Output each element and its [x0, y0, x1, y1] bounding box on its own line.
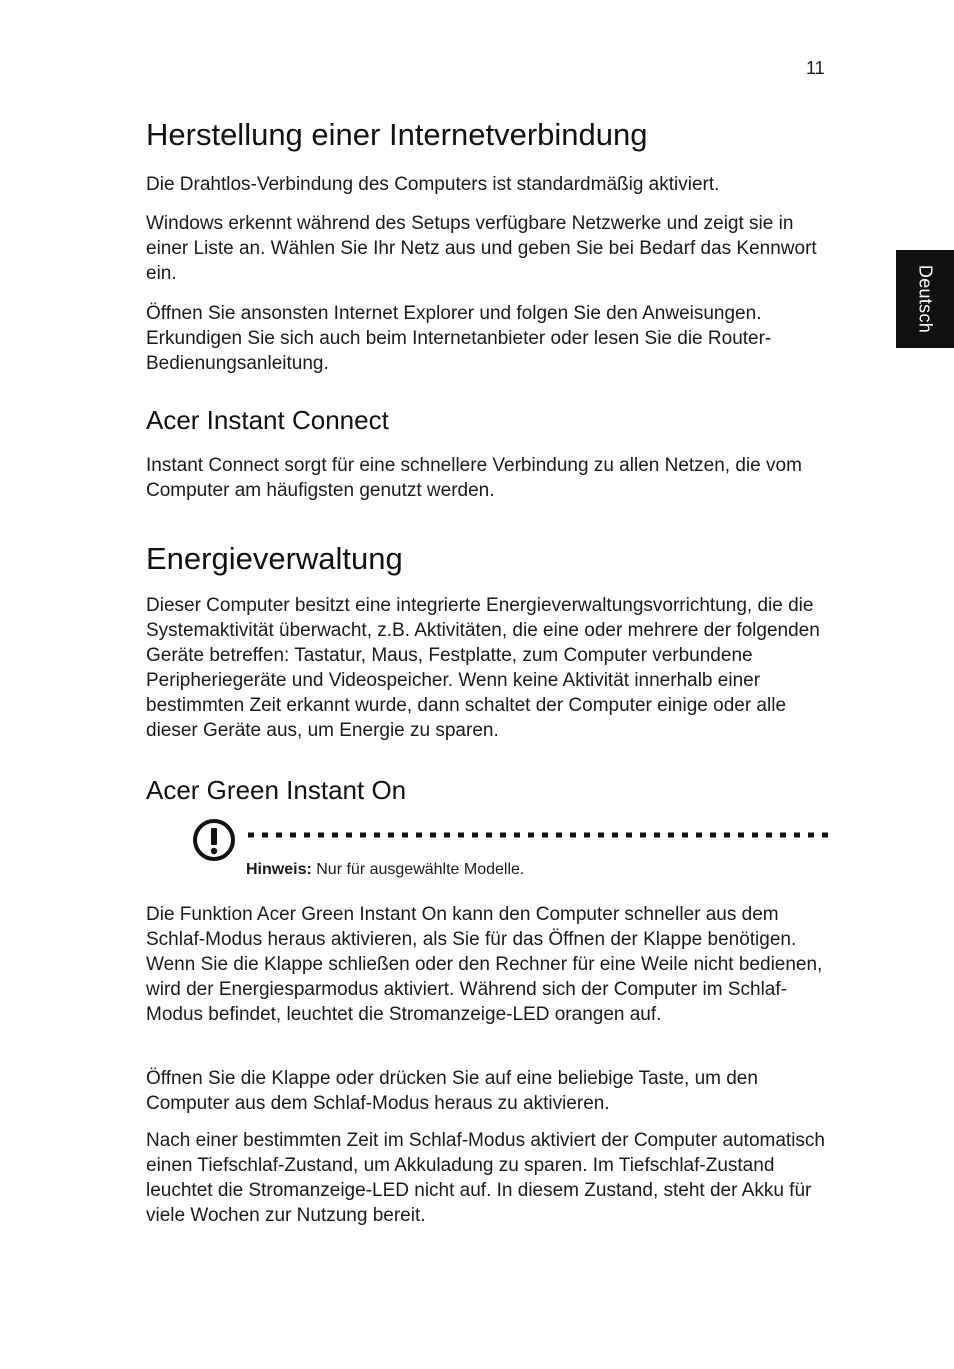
- note-message: Nur für ausgewählte Modelle.: [316, 861, 525, 878]
- heading-power-management: Energieverwaltung: [146, 541, 403, 576]
- paragraph-green-3: Nach einer bestimmten Zeit im Schlaf-Modus aktiviert der Computer automatisch einen Tiefschlaf-Zustand, um Akkuladung zu sparen. Im Tiefschlaf-Zustand leuchtet die Stromanzeige-LED nicht auf. In diesem Zustand, steht der Akku für viele Wochen zur Nutzung bereit.: [146, 1130, 825, 1226]
- heading-green-instant-on: Acer Green Instant On: [146, 775, 407, 805]
- paragraph-green-2: Öffnen Sie die Klappe oder drücken Sie auf eine beliebige Taste, um den Computer aus dem Schlaf-Modus heraus zu aktivieren.: [146, 1068, 758, 1114]
- paragraph-internet-2: Windows erkennt während des Setups verfügbare Netzwerke und zeigt sie in einer Liste an. Wählen Sie Ihr Netz aus und geben Sie bei Bedarf das Kennwort ein.: [146, 213, 817, 284]
- language-tab: [896, 250, 954, 348]
- paragraph-instant-connect: Instant Connect sorgt für eine schnellere Verbindung zu allen Netzen, die vom Computer am häufigsten genutzt werden.: [146, 455, 802, 501]
- language-tab-label: Deutsch: [915, 264, 936, 334]
- note-label: Hinweis:: [246, 861, 312, 878]
- note-dotted-rule: [246, 832, 832, 838]
- paragraph-green-1: Die Funktion Acer Green Instant On kann den Computer schneller aus dem Schlaf-Modus heraus aktivieren, als Sie für das Öffnen der Klappe benötigen. Wenn Sie die Klappe schließen oder den Rechner für eine Weile nicht bedienen, wird der Energiesparmodus aktiviert. Während sich der Computer im Schlaf-Modus befindet, leuchtet die Stromanzeige-LED orangen auf.: [146, 904, 823, 1025]
- exclamation-circle-icon: [192, 818, 236, 862]
- page-number: 11: [806, 58, 825, 78]
- note-text: [246, 860, 524, 880]
- paragraph-internet-3: Öffnen Sie ansonsten Internet Explorer und folgen Sie den Anweisungen. Erkundigen Sie sich auch beim Internetanbieter oder lesen Sie die Router-Bedienungsanleitung.: [146, 303, 772, 374]
- heading-internet-connection: Herstellung einer Internetverbindung: [146, 117, 648, 152]
- paragraph-internet-1: Die Drahtlos-Verbindung des Computers ist standardmäßig aktiviert.: [146, 174, 720, 195]
- paragraph-power: Dieser Computer besitzt eine integrierte Energieverwaltungsvorrichtung, die die Systemaktivität überwacht, z.B. Aktivitäten, die eine oder mehrere der folgenden Geräte betreffen: Tastatur, Maus, Festplatte, zum Computer verbundene Peripheriegeräte und Videospeicher. Wenn keine Aktivität innerhalb einer bestimmten Zeit erkannt wurde, dann schaltet der Computer einige oder alle dieser Geräte aus, um Energie zu sparen.: [146, 595, 820, 741]
- note-box: [192, 818, 832, 888]
- heading-instant-connect: Acer Instant Connect: [146, 405, 389, 435]
